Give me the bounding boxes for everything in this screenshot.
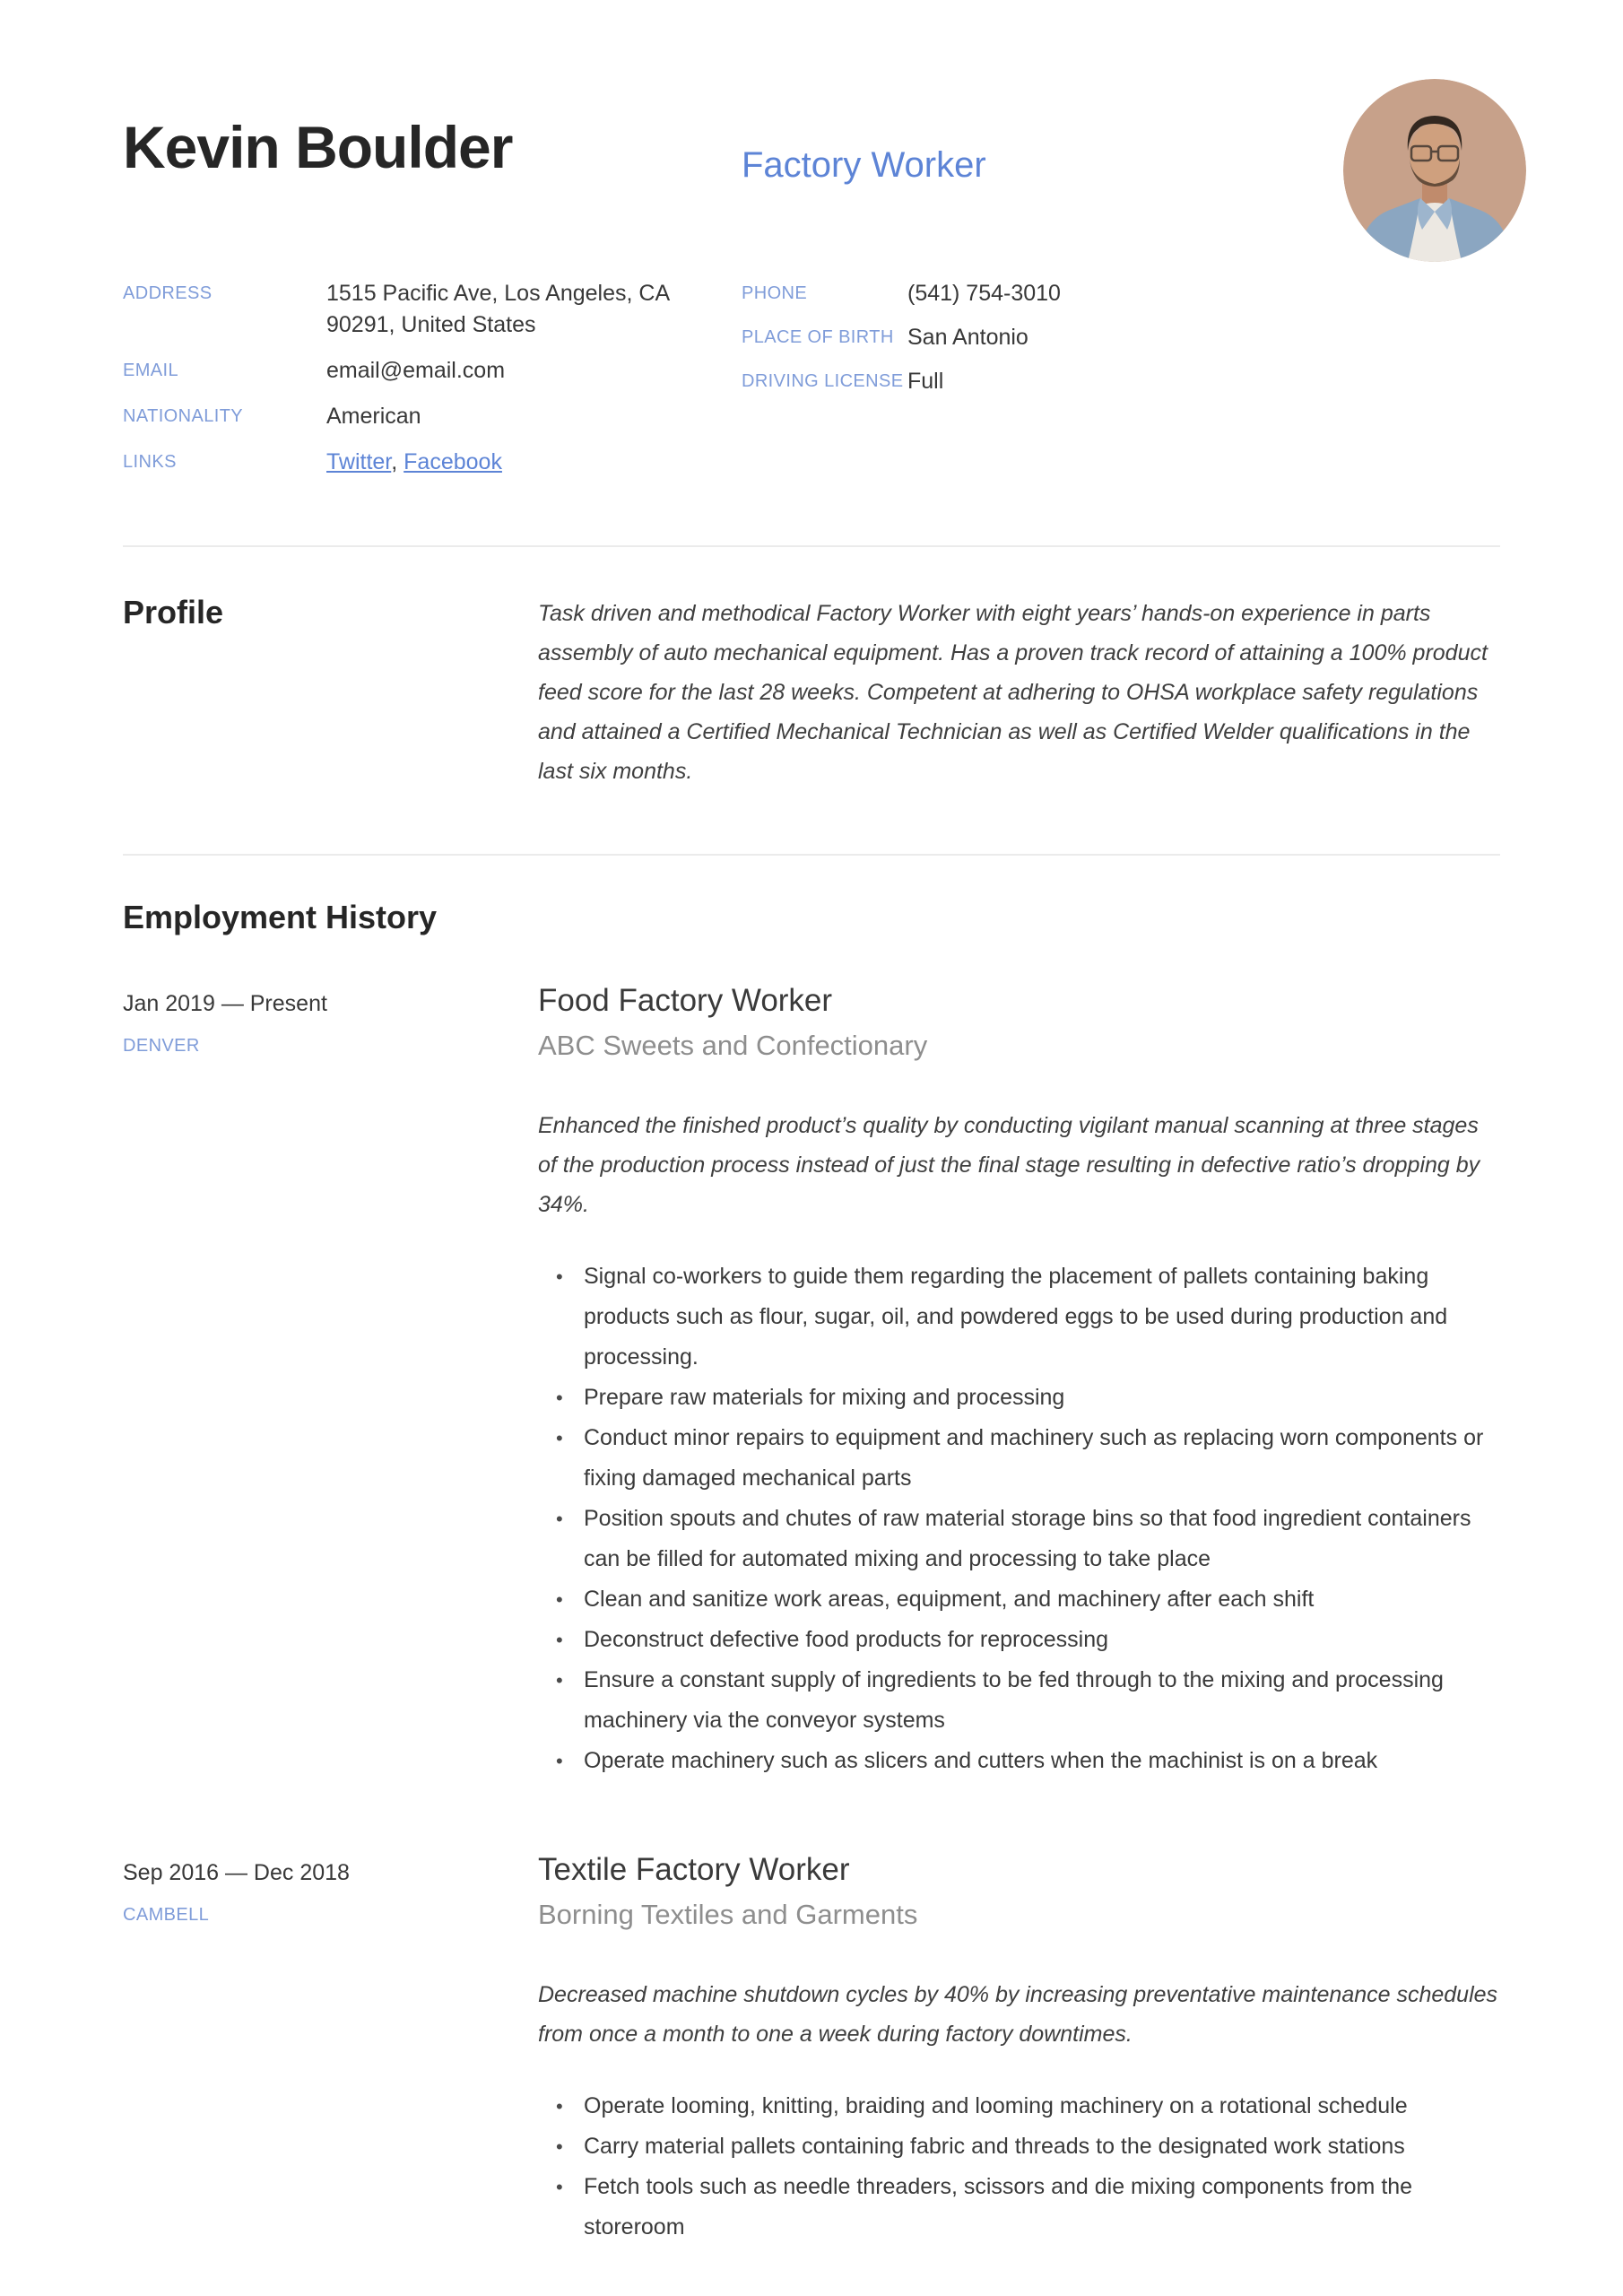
candidate-name: Kevin Boulder xyxy=(123,114,513,180)
contact-row-address xyxy=(123,278,742,341)
address-value: 1515 Pacific Ave, Los Angeles, CA 90291, United States xyxy=(326,281,669,337)
email-label: EMAIL xyxy=(123,361,179,380)
job-bullet-item: • Prepare raw materials for mixing and processing xyxy=(538,1378,1500,1418)
phone-label: PHONE xyxy=(742,283,808,303)
contact-row-email xyxy=(123,355,742,387)
email-value: email@email.com xyxy=(326,358,506,383)
profile-summary-text: Task driven and methodical Factory Worker with eight years’ hands-on experience in parts assembly of auto mechanical equipment. Has a proven track record of attaining a 100% product feed score for the last 28 weeks. Competent at adhering to OHSA workplace safety regulations and attained a Certified Mechanical Technician as well as Certified Welder qualifications in the last six months. xyxy=(538,601,1488,784)
job-details xyxy=(538,982,1500,1781)
job-dates: Sep 2016 — Dec 2018 xyxy=(123,1860,350,1886)
contact-column-right xyxy=(742,278,1500,491)
place-of-birth-label: PLACE OF BIRTH xyxy=(742,327,894,347)
job-bullet-item: • Operate machinery such as slicers and cutters when the machinist is on a break xyxy=(538,1741,1500,1781)
nationality-label: NATIONALITY xyxy=(123,406,244,426)
profile-heading: Profile xyxy=(123,594,224,631)
twitter-link[interactable]: Twitter xyxy=(326,449,392,474)
employment-section xyxy=(0,856,1623,935)
links-label: LINKS xyxy=(123,452,177,472)
person-avatar-graphic xyxy=(1343,79,1526,262)
job-location: DENVER xyxy=(123,1036,200,1057)
driving-license-label: DRIVING LICENSE xyxy=(742,371,904,391)
facebook-link[interactable]: Facebook xyxy=(404,449,502,474)
nationality-value: American xyxy=(326,404,421,429)
job-position-title: Textile Factory Worker xyxy=(538,1852,850,1888)
phone-value: (541) 754-3010 xyxy=(907,281,1061,306)
job-bullet-item: • Clean and sanitize work areas, equipment, and machinery after each shift xyxy=(538,1579,1500,1620)
candidate-job-title: Factory Worker xyxy=(742,145,986,185)
links-value xyxy=(326,447,502,478)
job-bullet-item: • Position spouts and chutes of raw material storage bins so that food ingredient containers can be filled for automated mixing and processing to take place xyxy=(538,1499,1500,1579)
job-bullet-item: • Conduct minor repairs to equipment and machinery such as replacing worn components or fixing damaged mechanical parts xyxy=(538,1418,1500,1499)
job-bullet-item: • Deconstruct defective food products for reprocessing xyxy=(538,1620,1500,1660)
job-bullet-item: • Ensure a constant supply of ingredients to be fed through to the mixing and processing machinery via the conveyor systems xyxy=(538,1660,1500,1741)
address-label: ADDRESS xyxy=(123,283,213,303)
employment-entry-textile-factory-worker xyxy=(0,1851,1623,2248)
employment-heading: Employment History xyxy=(123,899,438,935)
job-meta xyxy=(123,982,538,1781)
resume-header xyxy=(0,0,1623,278)
job-bullet-item: • Signal co-workers to guide them regarding the placement of pallets containing baking products such as flour, sugar, oil, and powdered eggs to be used during production and processing. xyxy=(538,1257,1500,1378)
job-location: CAMBELL xyxy=(123,1905,210,1926)
contact-row-place-of-birth xyxy=(742,322,1500,353)
job-employer: ABC Sweets and Confectionary xyxy=(538,1030,928,1062)
job-bullet-item: • Fetch tools such as needle threaders, scissors and die mixing components from the storeroom xyxy=(538,2167,1500,2248)
contact-row-nationality xyxy=(123,401,742,432)
job-summary: Enhanced the finished product’s quality by conducting vigilant manual scanning at three stages of the production process instead of just the final stage resulting in defective ratio’s dropping by 34%. xyxy=(538,1113,1480,1218)
job-bullet-list xyxy=(538,1257,1500,1781)
contact-column-left xyxy=(123,278,742,491)
contact-section xyxy=(0,278,1623,491)
job-summary: Decreased machine shutdown cycles by 40% by increasing preventative maintenance schedules from once a month to one a week during factory downtimes. xyxy=(538,1982,1498,2048)
job-bullet-list xyxy=(538,2086,1500,2248)
profile-photo xyxy=(1343,79,1526,262)
driving-license-value: Full xyxy=(907,369,944,394)
job-employer: Borning Textiles and Garments xyxy=(538,1899,918,1931)
job-bullet-item: • Operate looming, knitting, braiding and looming machinery on a rotational schedule xyxy=(538,2086,1500,2126)
job-dates: Jan 2019 — Present xyxy=(123,991,327,1017)
profile-section xyxy=(0,547,1623,791)
place-of-birth-value: San Antonio xyxy=(907,325,1028,350)
contact-row-driving-license xyxy=(742,366,1500,397)
contact-row-phone xyxy=(742,278,1500,309)
links-separator: , xyxy=(391,449,404,474)
job-position-title: Food Factory Worker xyxy=(538,983,833,1019)
job-bullet-item: • Carry material pallets containing fabric and threads to the designated work stations xyxy=(538,2126,1500,2167)
employment-entry-food-factory-worker xyxy=(0,982,1623,1781)
job-details xyxy=(538,1851,1500,2248)
contact-row-links xyxy=(123,447,742,478)
job-meta xyxy=(123,1851,538,2248)
